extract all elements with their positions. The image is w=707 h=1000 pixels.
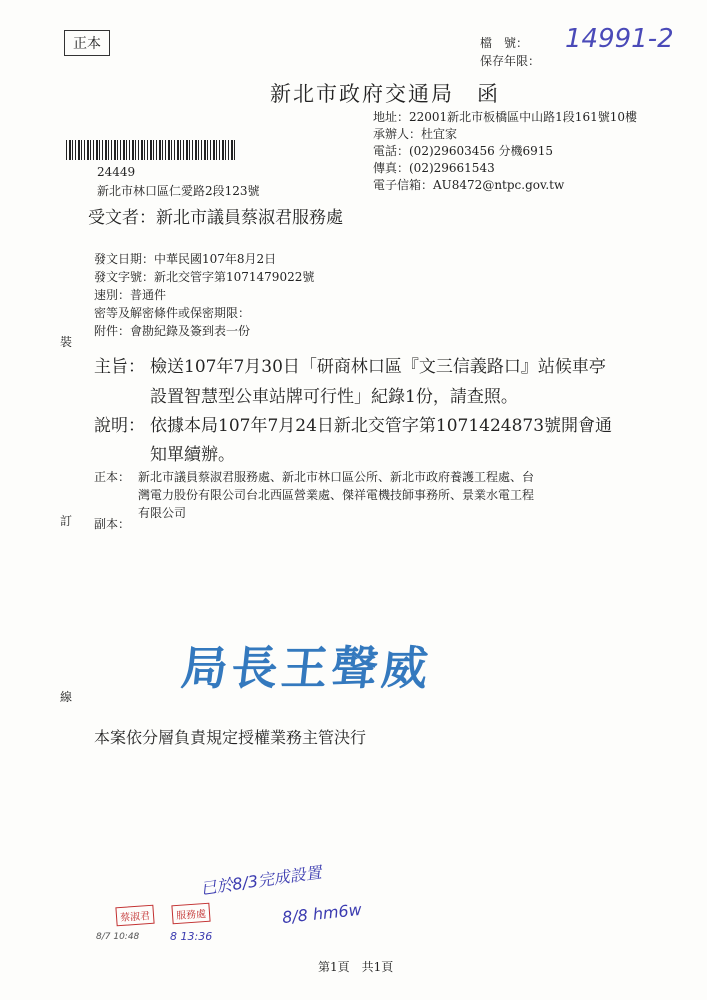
handwritten-note-time-1: 8/7 10:48 — [96, 932, 140, 942]
recipient-name: 受文者：新北市議員蔡淑君服務處 — [88, 208, 343, 228]
sender-contact-person: 承辦人：杜宜家 — [373, 127, 458, 141]
description-line-2: 知單續辦。 — [150, 445, 235, 465]
secrecy-level: 密等及解密條件或保密期限： — [94, 306, 251, 320]
delivery-speed: 速別：普通件 — [94, 288, 167, 302]
binding-mark-bottom: 線 — [60, 690, 73, 704]
received-stamp: 蔡淑君 — [115, 905, 154, 927]
sender-phone: 電話：(02)29603456 分機6915 — [373, 144, 554, 158]
sender-email: 電子信箱：AU8472@ntpc.gov.tw — [373, 178, 565, 192]
handwritten-note-completed: 已於8/3完成設置 — [199, 862, 323, 899]
sender-address: 地址：22001新北市板橋區中山路1段161號10樓 — [373, 110, 637, 124]
handwritten-file-number: 14991-2 — [565, 24, 674, 54]
copy-type-box — [64, 30, 110, 56]
document-number: 發文字號：新北交管字第1071479022號 — [94, 270, 315, 284]
office-stamp: 服務處 — [171, 903, 210, 925]
delegation-note: 本案依分層負責規定授權業務主管決行 — [94, 728, 367, 747]
binding-mark-middle: 訂 — [60, 514, 73, 528]
retention-label: 保存年限： — [480, 54, 541, 68]
page-number: 第1頁 共1頁 — [318, 960, 394, 974]
handwritten-note-time-2: 8 13:36 — [170, 930, 213, 943]
recipient-postal-code: 24449 — [97, 165, 136, 179]
barcode — [66, 140, 236, 160]
handwritten-note-initials: 8/8 hm6w — [281, 899, 363, 928]
copy-recipients-label: 副本： — [94, 517, 131, 531]
subject-line-1: 檢送107年7月30日「研商林口區『文三信義路口』站候車亭 — [150, 357, 606, 377]
copy-type-label: 正本 — [73, 36, 101, 52]
main-recipients-line-3: 有限公司 — [138, 506, 187, 520]
recipient-address: 新北市林口區仁愛路2段123號 — [97, 184, 260, 198]
description-label: 說明： — [94, 416, 145, 436]
attachment: 附件：會勘紀錄及簽到表一份 — [94, 324, 251, 338]
subject-label: 主旨： — [94, 357, 145, 377]
file-number-label: 檔 號： — [480, 36, 529, 50]
main-recipients-label: 正本： — [94, 470, 131, 484]
sender-fax: 傳真：(02)29661543 — [373, 161, 495, 175]
binding-mark-top: 裝 — [60, 335, 73, 349]
document-title: 新北市政府交通局 函 — [270, 82, 500, 106]
issue-date: 發文日期：中華民國107年8月2日 — [94, 252, 277, 266]
director-signature-seal: 局長王聲威 — [178, 641, 435, 695]
main-recipients-line-2: 灣電力股份有限公司台北西區營業處、傑祥電機技師事務所、景業水電工程 — [138, 488, 535, 502]
subject-line-2: 設置智慧型公車站牌可行性」紀錄1份，請查照。 — [150, 387, 518, 407]
description-line-1: 依據本局107年7月24日新北交管字第1071424873號開會通 — [150, 416, 613, 436]
main-recipients-line-1: 新北市議員蔡淑君服務處、新北市林口區公所、新北市政府養護工程處、台 — [138, 470, 535, 484]
